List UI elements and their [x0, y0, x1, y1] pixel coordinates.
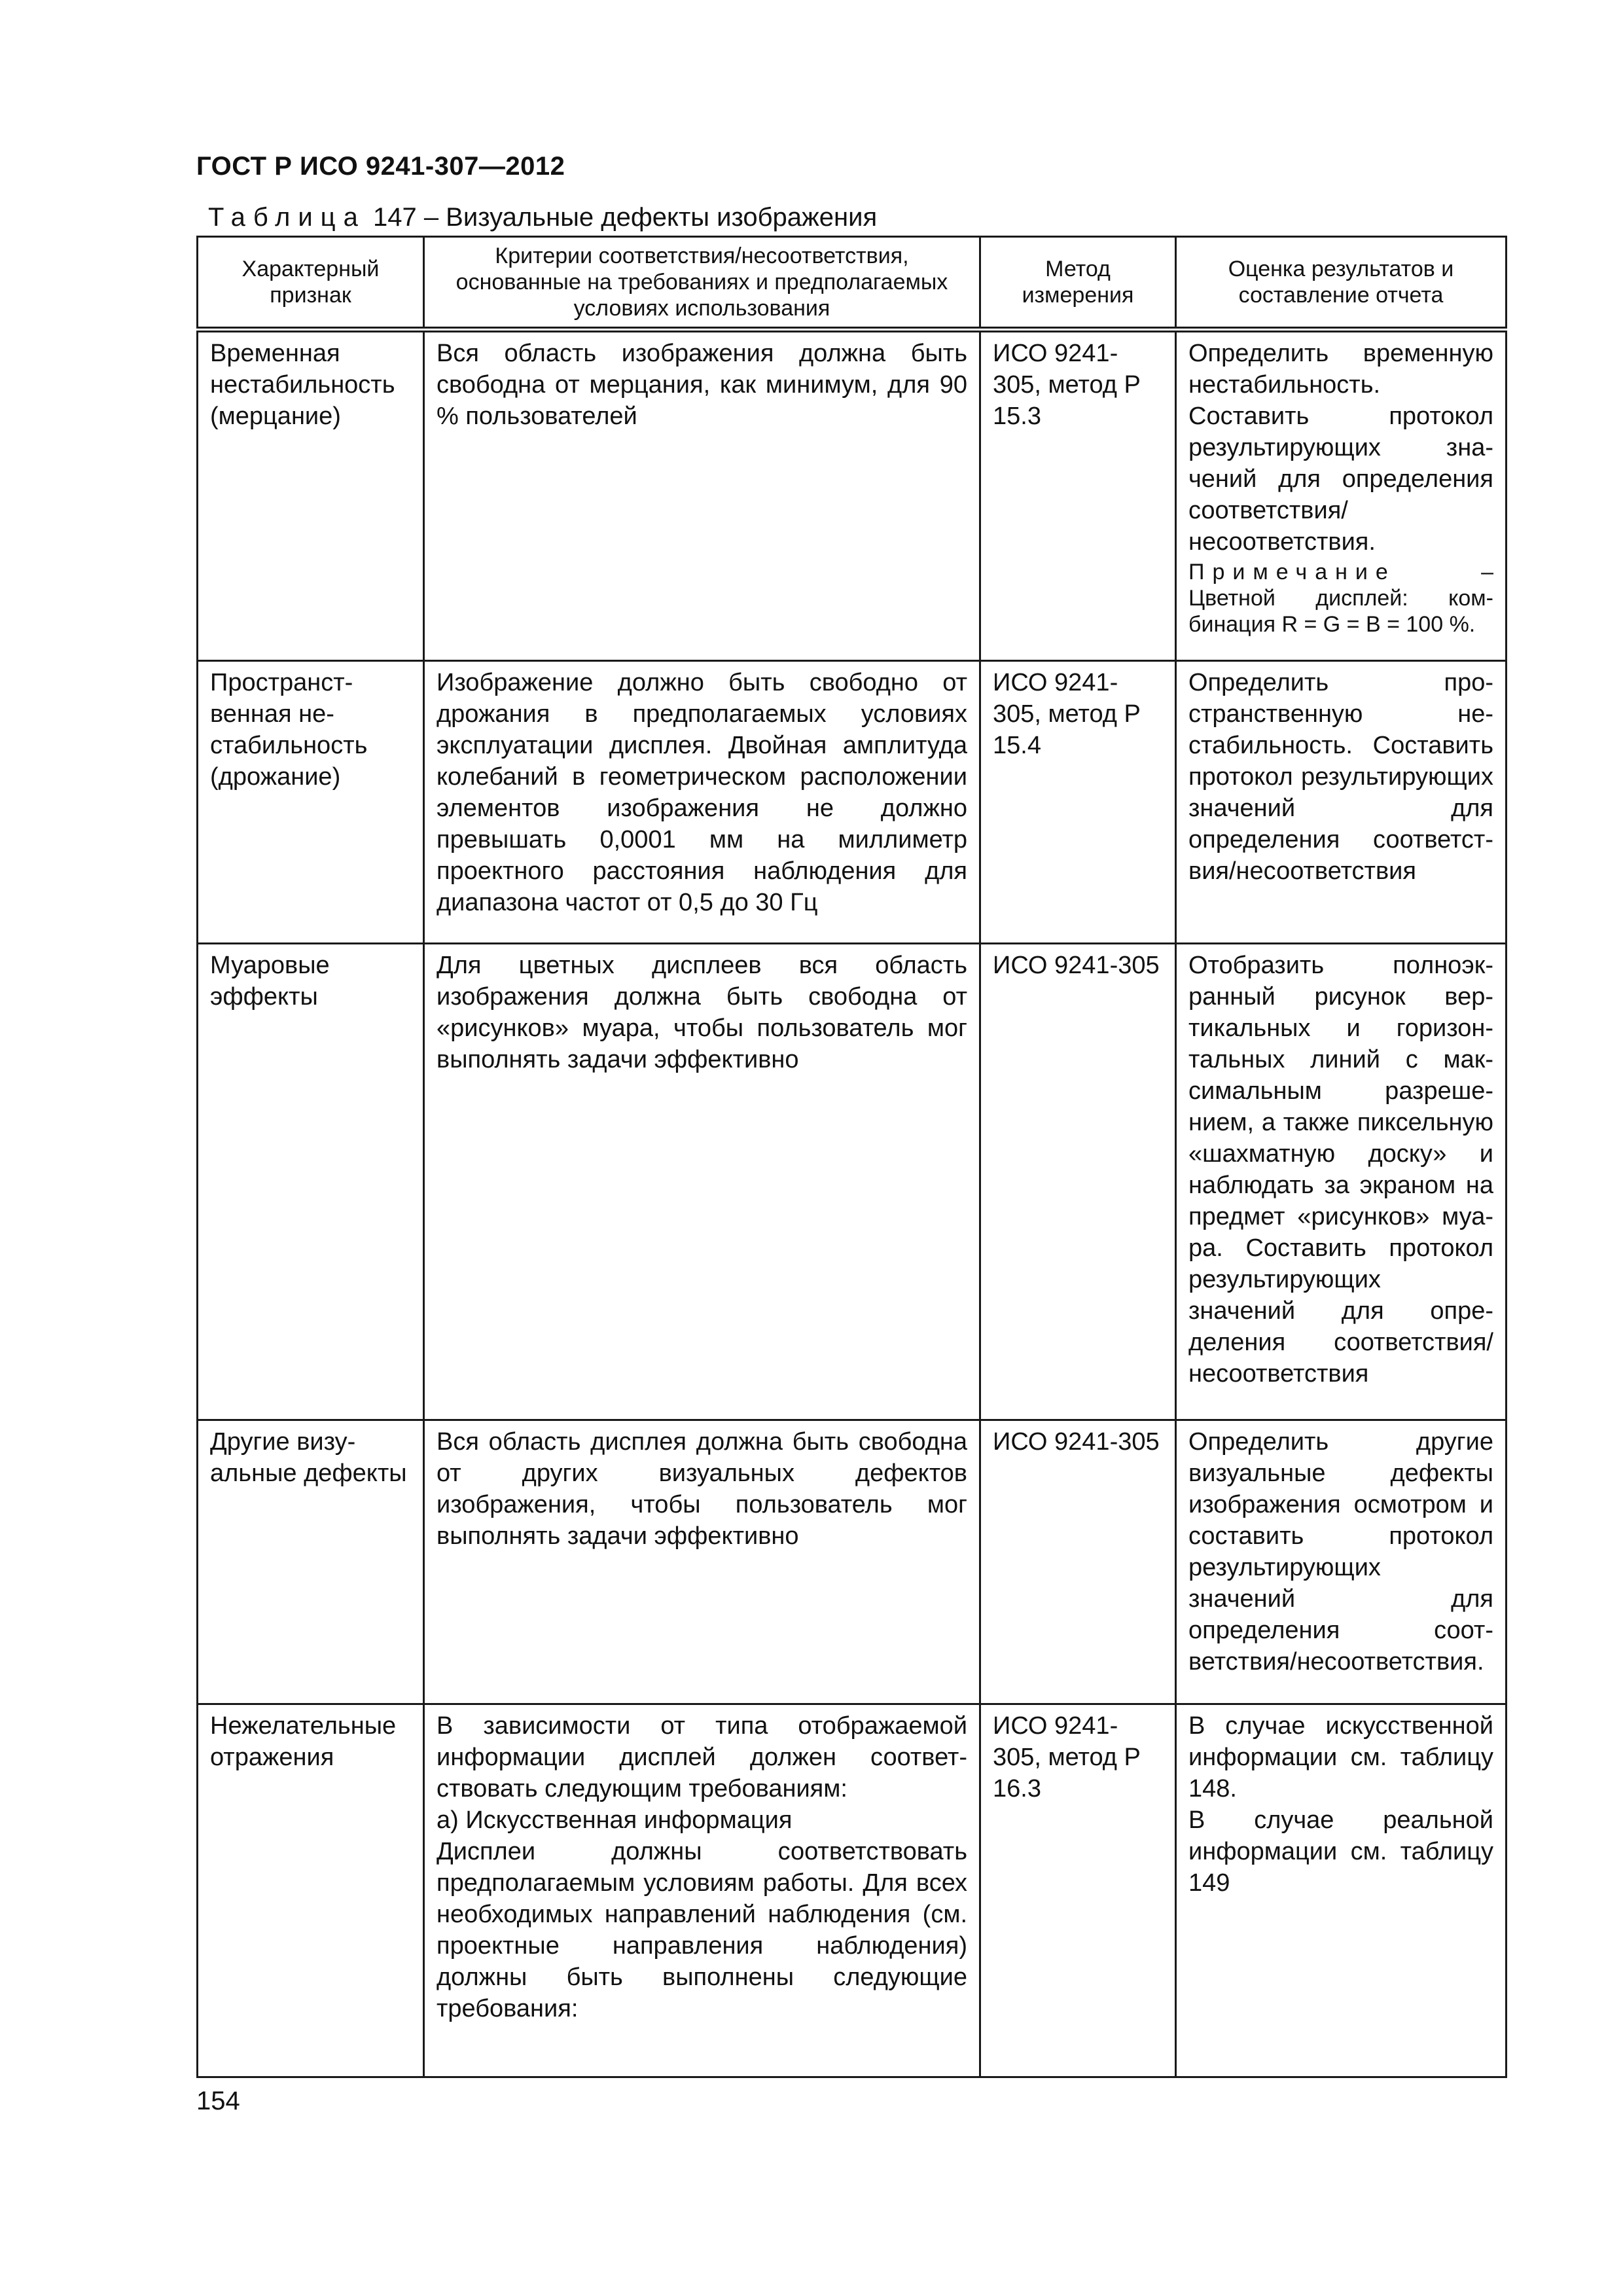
cell-criteria: Для цветных дисплеев вся область изображения должна быть свободна от «рисунков» муара, чтобы пользователь мог выполнять задачи эффективно: [424, 944, 980, 1420]
evaluation-text-artificial: В случае искусственной информации см. таблицу 148.: [1188, 1712, 1493, 1803]
cell-criteria: Вся область дисплея должна быть свободна от других визуальных дефектов изображения, чтобы пользователь мог выполнять задачи эффективно: [424, 1420, 980, 1704]
column-header-evaluation: Оценка результатов и составление отчета: [1176, 237, 1507, 330]
table-row: [198, 661, 1507, 944]
cell-feature: Пространственная нестабильность (дрожание): [198, 661, 424, 944]
evaluation-text-real: В случае реальной информации см. таблицу 149: [1188, 1806, 1493, 1897]
table-row: [198, 1704, 1507, 2077]
cell-feature: Временная нестабильность (мерцание): [198, 330, 424, 661]
defects-table-container: [196, 236, 1505, 2078]
column-header-criteria: Критерии соответствия/несоответствия, основанные на требованиях и предполагаемых условиях использования: [424, 237, 980, 330]
criteria-item: а) Искусственная информация: [437, 1806, 793, 1834]
cell-method: ИСО 9241-305, метод Р 16.3: [980, 1704, 1176, 2077]
table-header-row: [198, 237, 1507, 330]
document-header: ГОСТ Р ИСО 9241-307—2012: [196, 152, 565, 181]
note-label: Примечание: [1188, 560, 1396, 584]
cell-method: ИСО 9241-305, метод Р 15.3: [980, 330, 1176, 661]
cell-criteria: [424, 1704, 980, 2077]
cell-feature: Нежелательные отражения: [198, 1704, 424, 2077]
criteria-intro: В зависимости от типа отображаемой информации дисплей должен соответствовать следующим требованиям:: [437, 1712, 967, 1803]
cell-evaluation: Определить другие визуальные дефекты изображения осмотром и составить протокол результирующих значений для определения соответствия/несоответствия.: [1176, 1420, 1507, 1704]
cell-evaluation: Определить пространственную нестабильность. Составить протокол результирующих значений для определения соответствия/несоответствия: [1176, 661, 1507, 944]
note-text: – Цветной дисплей: комбинация R = G = B = 100 %.: [1188, 560, 1493, 637]
cell-criteria: Изображение должно быть свободно от дрожания в предполагаемых условиях эксплуатации дисплея. Двойная амплитуда колебаний в геометрическом расположении элементов изображения не должно превышать 0,0001 мм на миллиметр проектного расстояния наблюдения для диапазона частот от 0,5 до 30 Гц: [424, 661, 980, 944]
evaluation-text: Определить временную нестабильность. Составить протокол результирующих значений для определения соответствия/несоответствия.: [1188, 340, 1493, 556]
cell-feature: Другие визуальные дефекты: [198, 1420, 424, 1704]
evaluation-note: [1188, 559, 1493, 637]
table-row: [198, 1420, 1507, 1704]
table-row: [198, 944, 1507, 1420]
table-row: [198, 330, 1507, 661]
column-header-method: Метод измерения: [980, 237, 1176, 330]
page-number: 154: [196, 2087, 240, 2115]
cell-evaluation: [1176, 330, 1507, 661]
cell-method: ИСО 9241-305: [980, 944, 1176, 1420]
table-caption: [208, 203, 877, 232]
cell-evaluation: [1176, 1704, 1507, 2077]
cell-method: ИСО 9241-305: [980, 1420, 1176, 1704]
cell-evaluation: Отобразить полноэкранный рисунок вертикальных и горизонтальных линий с максимальным разрешением, а также пиксельную «шахматную доску» и наблюдать за экраном на предмет «рисунков» муара. Составить протокол результирующих значений для определения соответствия/несоответствия: [1176, 944, 1507, 1420]
cell-criteria: Вся область изображения должна быть свободна от мерцания, как минимум, для 90 % пользователей: [424, 330, 980, 661]
table-caption-word: Таблица: [208, 203, 366, 232]
cell-feature: Муаровые эффекты: [198, 944, 424, 1420]
cell-method: ИСО 9241-305, метод Р 15.4: [980, 661, 1176, 944]
table-caption-title: 147 – Визуальные дефекты изображения: [372, 203, 878, 232]
criteria-text: Дисплеи должны соответствовать предполагаемым условиям работы. Для всех необходимых направлений наблюдения (см. проектные направления наблюдения) должны быть выполнены следующие требования:: [437, 1838, 967, 2022]
visual-defects-table: [196, 236, 1507, 2078]
column-header-feature: Характерный признак: [198, 237, 424, 330]
